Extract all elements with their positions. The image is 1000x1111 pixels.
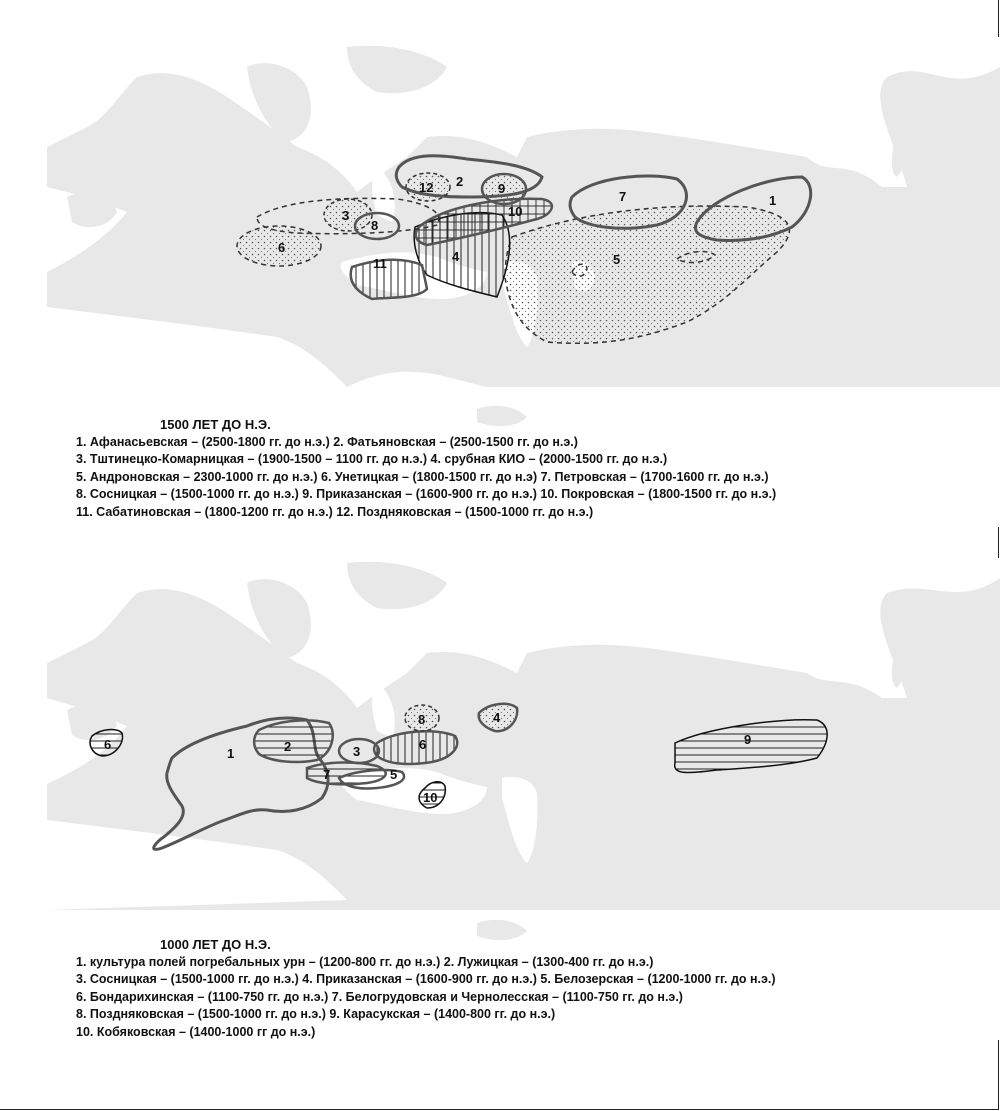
- zone-label: 6: [104, 737, 112, 752]
- legend-line: 3. Сосницкая – (1500-1000 гг. до н.э.) 4. Приказанская – (1600-900 гг. до н.э.) 5. Белозерская – (1200-1000 гг. до н.э.): [76, 972, 776, 986]
- zone-label: 9: [744, 732, 752, 747]
- legend-line: 11. Сабатиновская – (1800-1200 гг. до н.э.) 12. Поздняковская – (1500-1000 гг. до н.э.): [76, 504, 594, 519]
- legend-line: 8. Поздняковская – (1500-1000 гг. до н.э.) 9. Карасукская – (1400-800 гг. до н.э.): [76, 1007, 556, 1021]
- zone-label: 4: [452, 249, 460, 264]
- zone-label: 12: [419, 180, 434, 195]
- zone-label: 6: [419, 737, 427, 752]
- map-1000bc: [47, 558, 1000, 1040]
- legend-title: 1000 ЛЕТ ДО Н.Э.: [160, 937, 271, 952]
- legend-line: 1. культура полей погребальных урн – (1200-800 гг. до н.э.) 2. Лужицкая – (1300-400 гг. до н.э.): [76, 954, 654, 969]
- zone-label: 10: [423, 790, 438, 805]
- legend-line: 10. Кобяковская – (1400-1000 гг до н.э.): [76, 1024, 316, 1039]
- zone-label: 1: [227, 746, 235, 761]
- zone-label: 5: [390, 767, 398, 782]
- legend-line: 6. Бондарихинская – (1100-750 гг. до н.э.) 7. Белогрудовская и Чернолесская – (1100-750 гг. до н.э.): [76, 989, 683, 1004]
- legend-line: 1. Афанасьевская – (2500-1800 гг. до н.э.) 2. Фатьяновская – (2500-1500 гг. до н.э.): [76, 434, 578, 449]
- map-1500bc: [47, 37, 1000, 527]
- legend-1500bc: [76, 416, 996, 521]
- zone-11-sabatinovka: [351, 260, 427, 299]
- zone-label: 9: [498, 181, 506, 196]
- legend-title: 1500 ЛЕТ ДО Н.Э.: [160, 417, 271, 432]
- zone-label: 8: [371, 218, 379, 233]
- zone-7-belogrudovka: [307, 762, 386, 784]
- zone-label: 1: [769, 193, 777, 208]
- zone-label: 3: [342, 208, 350, 223]
- zone-label: 5: [613, 252, 621, 267]
- legend-line: 8. Сосницкая – (1500-1000 гг. до н.э.) 9. Приказанская – (1600-900 гг. до н.э.) 10. Покровская – (1800-1500 гг. до н.э.): [76, 487, 777, 501]
- zone-label: 3: [353, 744, 361, 759]
- zone-label: 7: [619, 189, 627, 204]
- zone-2-lusatian: [254, 720, 333, 762]
- zone-label: 8: [418, 712, 426, 727]
- zone-label: 7: [323, 767, 331, 782]
- zone-label: 11: [373, 256, 387, 271]
- zone-label: 4: [493, 710, 501, 725]
- zone-label: 10: [508, 204, 523, 219]
- zone-label: 2: [284, 739, 292, 754]
- zone-label: 2: [456, 174, 464, 189]
- legend-1000bc: [76, 936, 996, 1040]
- legend-line: 5. Андроновская – 2300-1000 гг. до н.э.) 6. Унетицкая – (1800-1500 гг. до н.э) 7. Петровская – (1700-1600 гг. до н.э.): [76, 469, 769, 484]
- zone-label: 6: [278, 240, 286, 255]
- legend-line: 3. Тштинецко-Комарницкая – (1900-1500 – 1100 гг. до н.э.) 4. срубная КИО – (2000-1500 гг. до н.э.): [76, 452, 668, 466]
